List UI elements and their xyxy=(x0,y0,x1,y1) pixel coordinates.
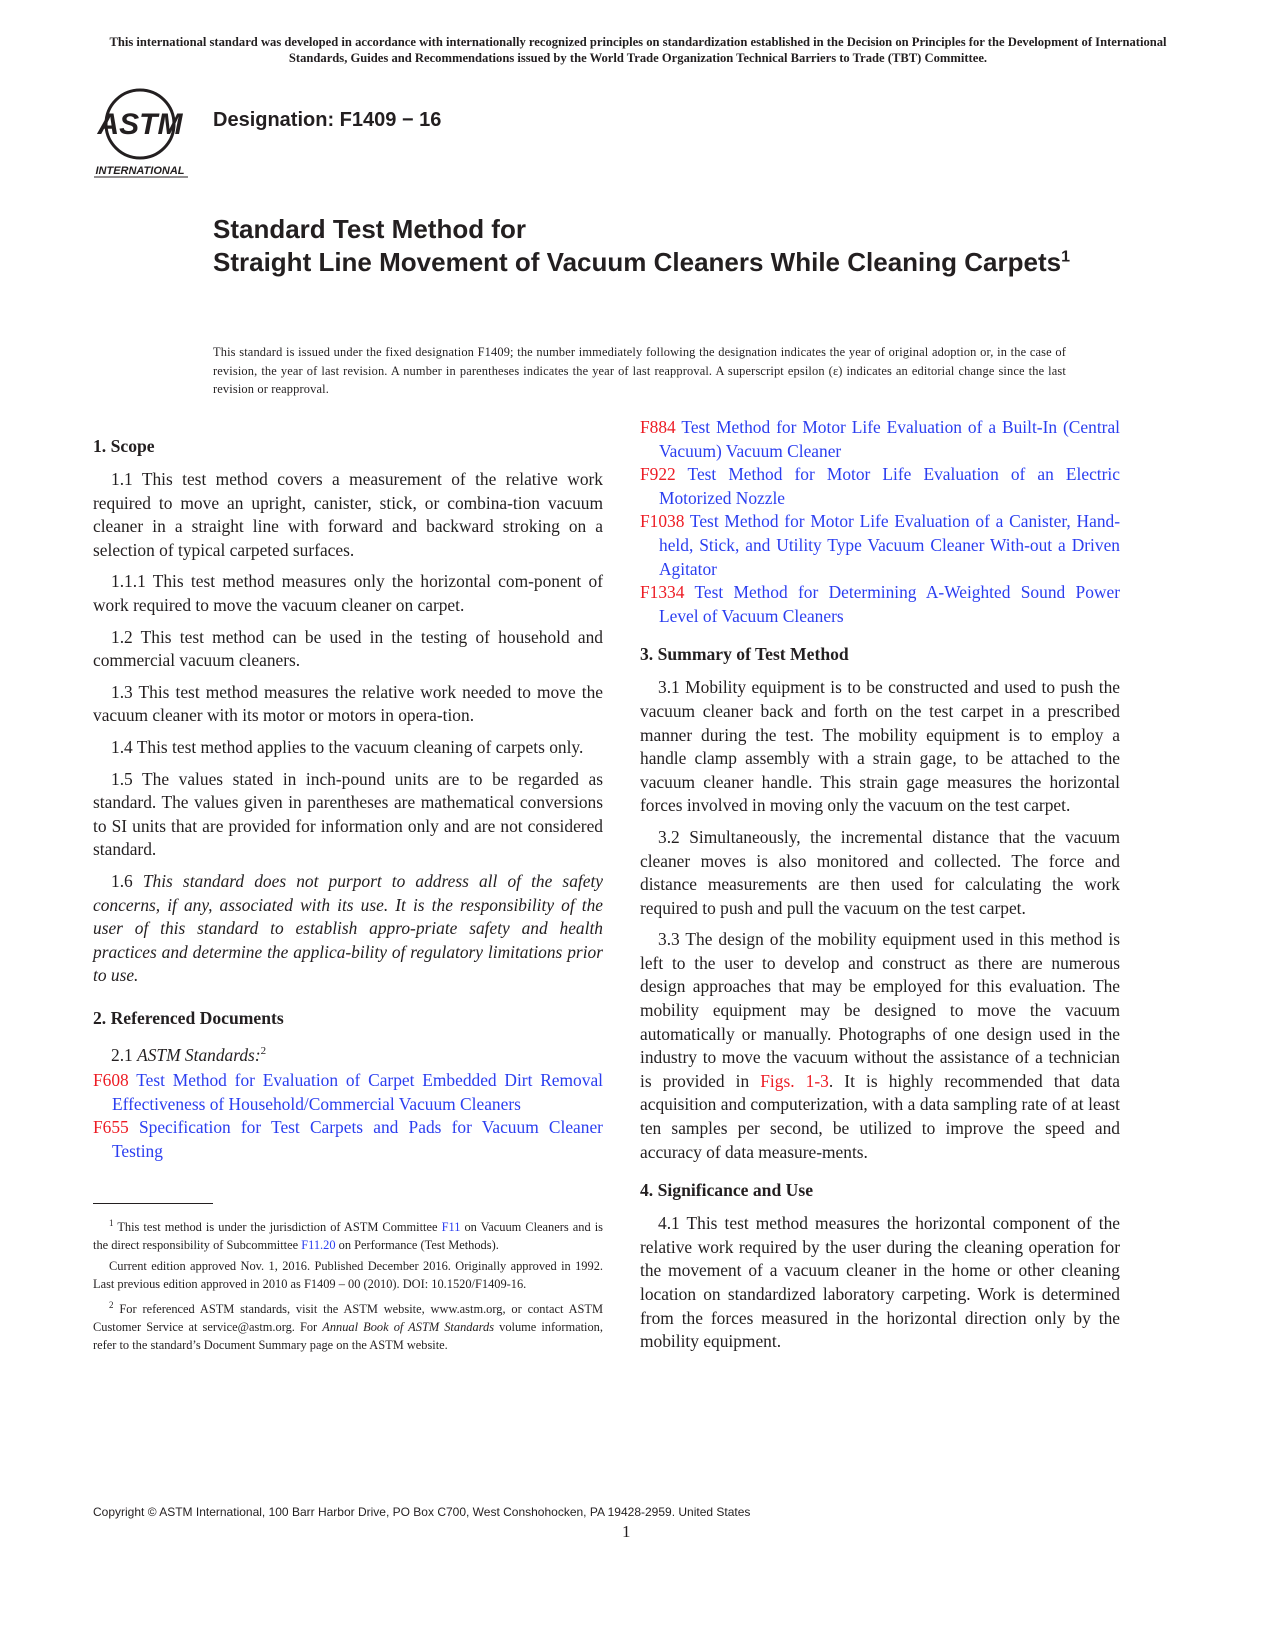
refdocs-heading: 2. Referenced Documents xyxy=(93,1007,284,1028)
figs-link[interactable]: Figs. 1-3 xyxy=(760,1070,829,1091)
svg-text:ASTM: ASTM xyxy=(97,108,183,141)
link-f11-20[interactable]: F11.20 xyxy=(301,1238,336,1253)
para-1-4: 1.4 This test method applies to the vacuum cleaning of carpets only. xyxy=(111,736,584,757)
link-f11[interactable]: F11 xyxy=(441,1220,461,1235)
footnote-edition: Current edition approved Nov. 1, 2016. Published December 2016. Originally approved in 1992. Last previous edition approved in 2010 as F1409 – 00 (2010). DOI: 10.1520/F1409-16. xyxy=(93,1259,603,1292)
astm-logo-graphic xyxy=(92,84,202,180)
title-footnote-mark: 1 xyxy=(1061,248,1070,266)
footnote-1: $^1$ This test method is under the jurisdiction of ASTM Committee F11 on Vacuum Cleaners and is the direct responsibility of Subcommittee F11.20 on Performance (Test Methods). xyxy=(93,1218,603,1253)
ref-item-f1334[interactable]: F1334 Test Method for Determining A-Weighted Sound Power Level of Vacuum Cleaners xyxy=(640,582,1120,626)
para-1-5: 1.5 The values stated in inch-pound units are to be regarded as standard. The values given in parentheses are mathematical conversions to SI units that are provided for information only and are not considered standard. xyxy=(93,768,603,860)
ref-item-f922[interactable]: F922 Test Method for Motor Life Evaluation of an Electric Motorized Nozzle xyxy=(640,464,1120,508)
copyright-footer: Copyright © ASTM International, 100 Barr Harbor Drive, PO Box C700, West Conshohocken, PA 19428-2959. United States xyxy=(93,1505,751,1519)
para-3-2: 3.2 Simultaneously, the incremental distance that the vacuum cleaner moves is also monitored and collected. The force and distance measurements are then used for calculating the work required to push and pull the vacuum on the test carpet. xyxy=(640,826,1120,918)
page-number: 1 xyxy=(622,1522,631,1541)
title-line-1: Standard Test Method for xyxy=(213,214,526,244)
title-line-2: Straight Line Movement of Vacuum Cleaners While Cleaning Carpets$^1$ xyxy=(213,247,1070,277)
para-1-6: 1.6 This standard does not purport to address all of the safety concerns, if any, associated with its use. It is the responsibility of the user of this standard to establish appro-priate safety and health practices and determine the applica-bility of regulatory limitations prior to use. xyxy=(93,870,603,986)
ref-item-f608[interactable]: F608 Test Method for Evaluation of Carpet Embedded Dirt Removal Effectiveness of Household/Commercial Vacuum Cleaners xyxy=(93,1070,603,1114)
astm-logo xyxy=(92,84,202,180)
document-title xyxy=(213,213,1093,279)
right-column xyxy=(640,416,1120,1362)
footnote-2: $^2$ For referenced ASTM standards, visit the ASTM website, www.astm.org, or contact ASTM Customer Service at service@astm.org. For Annual Book of ASTM Standards volume information, refer to the standard’s Document Summary page on the ASTM website. xyxy=(93,1300,603,1353)
para-3-1: 3.1 Mobility equipment is to be constructed and used to push the vacuum cleaner back and forth on the test carpet in a prescribed manner during the test. The mobility equipment is to employ a handle clamp assembly with a strain gage, to be attached to the vacuum cleaner handle. This strain gage measures the horizontal forces involved in moving only the vacuum on the test carpet. xyxy=(640,677,1120,816)
issued-note: This standard is issued under the fixed designation F1409; the number immediately following the designation indicates the year of original adoption or, in the case of revision, the year of last revision. A number in parentheses indicates the year of last reapproval. A superscript epsilon (ε) indicates an editorial change since the last revision or reapproval. xyxy=(213,345,1066,396)
ref-item-f884[interactable]: F884 Test Method for Motor Life Evaluation of a Built-In (Central Vacuum) Vacuum Cleaner xyxy=(640,417,1120,461)
left-column xyxy=(93,434,603,1164)
designation: Designation: F1409 − 16 xyxy=(213,109,442,131)
para-4-1: 4.1 This test method measures the horizontal component of the relative work required by the user during the cleaning operation for the movement of a vacuum cleaner in the home or other cleaning location on standardized laboratory carpeting. Work is determined from the forces measured in the horizontal direction only by the mobility equipment. xyxy=(640,1213,1120,1352)
ref-item-f655[interactable]: F655 Specification for Test Carpets and Pads for Vacuum Cleaner Testing xyxy=(93,1117,603,1162)
scope-heading: 1. Scope xyxy=(93,436,155,456)
significance-heading: 4. Significance and Use xyxy=(640,1180,814,1201)
ref-item-f1038[interactable]: F1038 Test Method for Motor Life Evaluation of a Canister, Hand-held, Stick, and Utility Type Vacuum Cleaner With-out a Driven Agitator xyxy=(640,511,1120,579)
summary-heading: 3. Summary of Test Method xyxy=(640,644,849,665)
svg-text:INTERNATIONAL: INTERNATIONAL xyxy=(95,165,185,177)
footnote-divider xyxy=(93,1203,213,1204)
para-1-2: 1.2 This test method can be used in the testing of household and commercial vacuum cleaners. xyxy=(93,626,603,671)
tbt-notice: This international standard was developed in accordance with internationally recognized principles on standardization established in the Decision on Principles for the Development of International Standards, Guides and Recommendations issued by the World Trade Organization Technical Barriers to Trade (TBT) Committee. xyxy=(109,35,1167,65)
para-2-1: 2.1 ASTM Standards:$^2$ xyxy=(111,1044,267,1065)
footnotes xyxy=(93,1214,603,1357)
para-1-1-1: 1.1.1 This test method measures only the horizontal com-ponent of work required to move the vacuum cleaner on carpet. xyxy=(93,571,603,615)
para-3-3: 3.3 The design of the mobility equipment used in this method is left to the user to develop and construct as there are numerous design approaches that may be employed for this evaluation. The mobility equipment may be designed to move the vacuum automatically or manually. Photographs of one design used in the industry to move the vacuum without the assistance of a technician is provided in Figs. 1-3. It is highly recommended that data acquisition and computerization, with a data sampling rate of at least ten samples per second, be utilized to improve the speed and accuracy of data measure-ments. xyxy=(640,929,1120,1162)
para-1-1: 1.1 This test method covers a measurement of the relative work required to move an upright, canister, stick, or combina-tion vacuum cleaner in a straight line with forward and backward stroking on a selection of typical carpeted surfaces. xyxy=(93,469,603,560)
para-1-3: 1.3 This test method measures the relative work needed to move the vacuum cleaner with its motor or motors in opera-tion. xyxy=(93,681,603,726)
